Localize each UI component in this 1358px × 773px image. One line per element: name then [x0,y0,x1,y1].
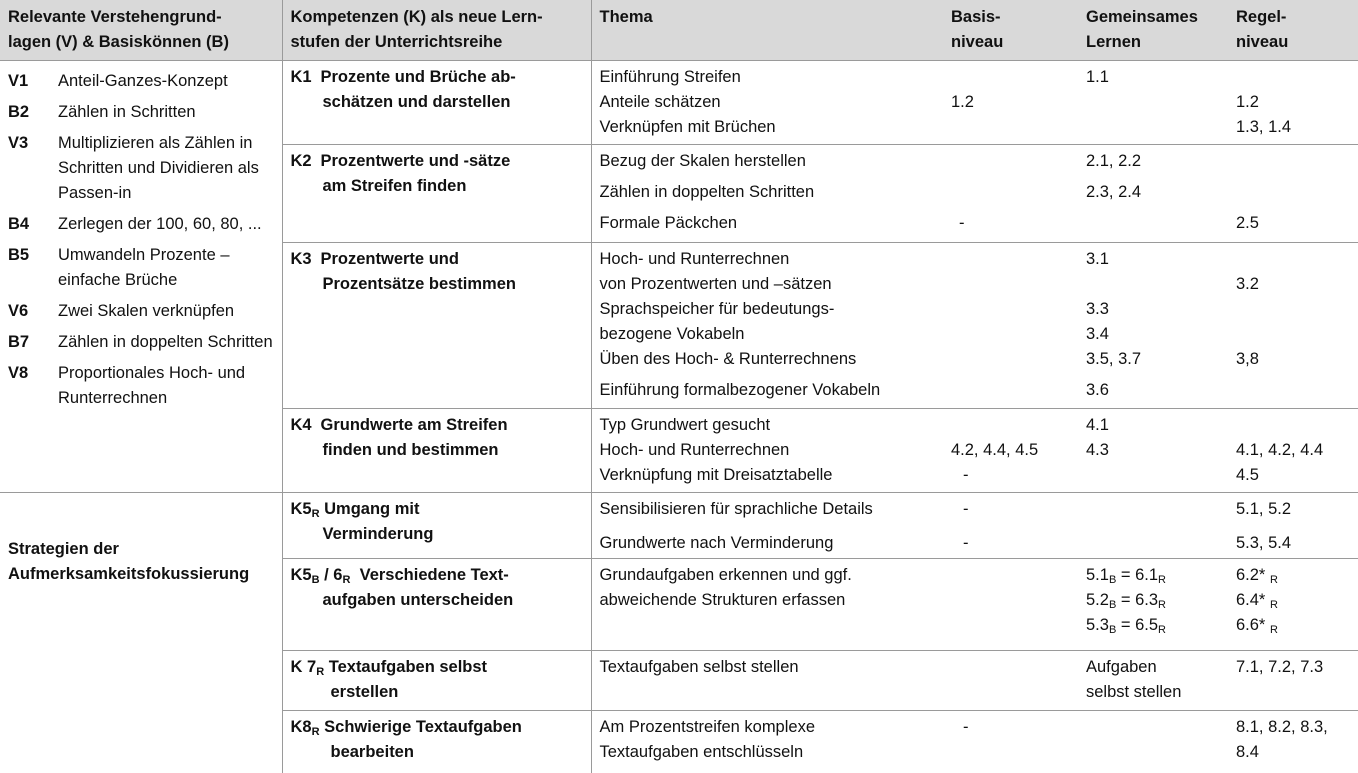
competence-k5b6r: $K5_B / 6_R$ Verschiedene Text- aufgaben unterscheiden [282,558,591,650]
competence-k4: K4 Grundwerte am Streifen finden und bestimmen [282,408,591,492]
row-k5r [0,492,1358,558]
topic-k5r: Sensibilisieren für sprachliche Details Grundwerte nach Verminderung [591,492,943,558]
topic-k4: Typ Grundwert gesucht Hoch- und Runterrechnen Verknüpfung mit Dreisatztabelle [591,408,943,492]
basic-k8r: - [943,710,1078,773]
regular-k3: 3.2 3,8 [1228,242,1358,408]
topic-k8r: Am Prozentstreifen komplexe Textaufgaben entschlüsseln [591,710,943,773]
joint-k7r: Aufgaben selbst stellen [1078,650,1228,710]
topic-k1: Einführung Streifen Anteile schätzen Verknüpfen mit Brüchen [591,60,943,144]
topic-k3: Hoch- und Runterrechnen von Prozentwerten und –sätzen Sprachspeicher für bedeutungs- bezogene Vokabeln Üben des Hoch- & Runterrechnens Einführung formalbezogener Vokabeln [591,242,943,408]
competence-k1: K1 Prozente und Brüche ab- schätzen und darstellen [282,60,591,144]
foundation-item: V8 Proportionales Hoch- und Runterrechnen [8,363,246,407]
strategy-label: Strategien der Aufmerksamkeitsfokussierung [8,539,250,583]
joint-k4: 4.1 4.3 [1078,408,1228,492]
foundation-item: B4 Zerlegen der 100, 60, 80, ... [8,214,262,233]
joint-k8r [1078,710,1228,773]
joint-k3: 3.1 3.3 3.4 3.5, 3.7 3.6 [1078,242,1228,408]
header-competences: Kompetenzen (K) als neue Lern- stufen der Unterrichtsreihe [282,0,591,60]
foundation-item: B5 Umwandeln Prozente – einfache Brüche [8,245,230,289]
competence-k7r: K $7_R$ Textaufgaben selbst erstellen [282,650,591,710]
header-joint-learning: Gemeinsames Lernen [1078,0,1228,60]
regular-k5b6r: 6.2* $_R$ 6.4* $_R$ 6.6* $_R$ [1228,558,1358,650]
joint-k2: 2.1, 2.2 2.3, 2.4 [1078,144,1228,242]
regular-k5r: 5.1, 5.2 5.3, 5.4 [1228,492,1358,558]
regular-k2: 2.5 [1228,144,1358,242]
basic-k4: 4.2, 4.4, 4.5 - [943,408,1078,492]
competence-k5r: $K5_R$ Umgang mit Verminderung [282,492,591,558]
topic-k5b6r: Grundaufgaben erkennen und ggf. abweichende Strukturen erfassen [591,558,943,650]
header-regular-level: Regel- niveau [1228,0,1358,60]
competence-k3: K3 Prozentwerte und Prozentsätze bestimmen [282,242,591,408]
header-topic: Thema [591,0,943,60]
row-k1 [0,60,1358,144]
competence-k8r: $K8_R$ Schwierige Textaufgaben bearbeiten [282,710,591,773]
basic-k7r [943,650,1078,710]
basic-k5r: - - [943,492,1078,558]
foundation-item: V6 Zwei Skalen verknüpfen [8,301,235,320]
foundations-cell [0,60,282,492]
basic-k5b6r [943,558,1078,650]
joint-k1: 1.1 [1078,60,1228,144]
strategy-cell [0,492,282,773]
basic-k1: 1.2 [943,60,1078,144]
regular-k8r: 8.1, 8.2, 8.3, 8.4 [1228,710,1358,773]
header-basic-level: Basis- niveau [943,0,1078,60]
foundation-item: B2 Zählen in Schritten [8,102,196,121]
regular-k4: 4.1, 4.2, 4.4 4.5 [1228,408,1358,492]
regular-k7r: 7.1, 7.2, 7.3 [1228,650,1358,710]
joint-k5r [1078,492,1228,558]
basic-k3 [943,242,1078,408]
topic-k2: Bezug der Skalen herstellen Zählen in doppelten Schritten Formale Päckchen [591,144,943,242]
regular-k1: 1.2 1.3, 1.4 [1228,60,1358,144]
topic-k7r: Textaufgaben selbst stellen [591,650,943,710]
header-foundations: Relevante Verstehengrund- lagen (V) & Basiskönnen (B) [0,0,282,60]
header-row [0,0,1358,60]
joint-k5b6r: $5.1_B = 6.1_R$ $5.2_B = 6.3_R$ $5.3_B = 6.5_R$ [1078,558,1228,650]
competence-k2: K2 Prozentwerte und -sätze am Streifen finden [282,144,591,242]
foundation-item: V3 Multiplizieren als Zählen in Schritten und Dividieren als Passen-in [8,133,259,202]
basic-k2: - [943,144,1078,242]
foundations-list [8,69,274,411]
foundation-item: V1 Anteil-Ganzes-Konzept [8,71,228,90]
foundation-item: B7 Zählen in doppelten Schritten [8,332,273,351]
